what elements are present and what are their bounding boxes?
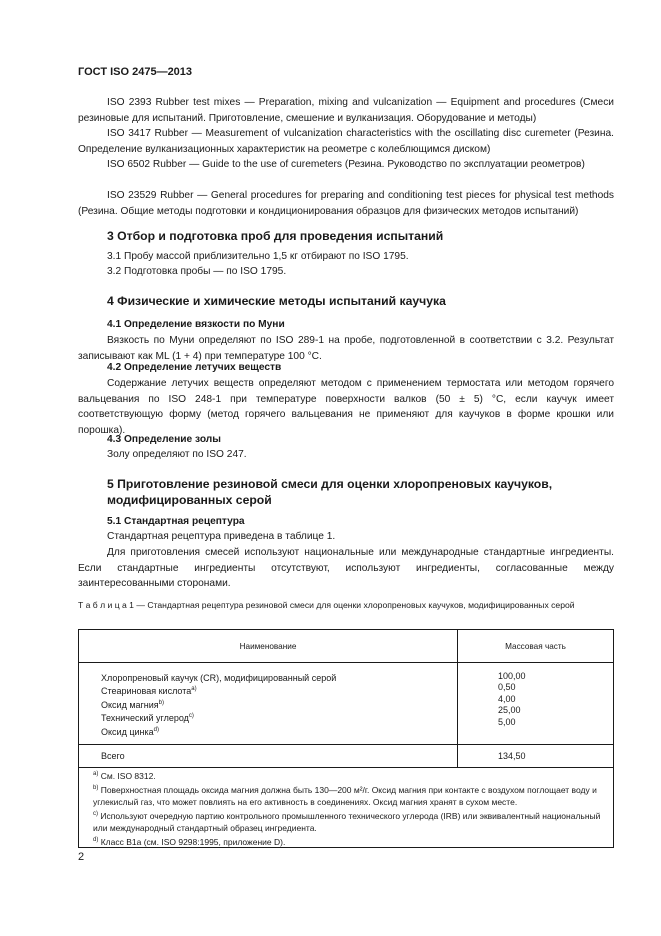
clause-4-1-text: Вязкость по Муни определяют по ISO 289-1 на пробе, подготовленной в соответствии с 3.2. Результат записывают как ML (1 + 4) при температуре 100 °C. [78,335,614,362]
section-5-title: 5 Приготовление резиновой смеси для оценки хлоропреновых каучуков, модифицированных серой [107,477,553,507]
footnote-a: $^{a)}$ См. ISO 8312. [93,770,156,781]
table-row: Хлоропреновый каучук (CR), модифицированный серой [101,673,337,683]
footnote-d: $^{d)}$ Класс B1a (см. ISO 9298:1995, приложение D). [93,836,286,847]
ingredient-values [458,663,614,745]
clause-5-1-text-a: Стандартная рецептура приведена в таблице 1. [107,531,336,542]
table-caption: Т а б л и ц а 1 — Стандартная рецептура резиновой смеси для оценки хлоропреновых каучуков, модифицированных серой [78,600,575,610]
table-cell-value: 5,00 [498,716,516,727]
clause-4-2-text: Содержание летучих веществ определяют методом с применением термостата или методом горячего вальцевания по ISO 248-1 при температуре поверхности валков (50 ± 5) °C, если каучук имеет соответствующую форму (метод горячего вальцевания не применяют для каучуков в форме крошки или порошка). [78,378,614,436]
total-label: Всего [79,745,458,768]
total-value: 134,50 [458,745,614,768]
reference-iso-23529: ISO 23529 Rubber — General procedures for preparing and conditioning test pieces for physical test methods (Резина. Общие методы подготовки и кондиционирования образцов для физических методов испытаний) [78,190,614,217]
document-header: ГОСТ ISO 2475—2013 [78,66,193,78]
footnote-c: $^{c)}$ Используют очередную партию контрольного промышленного технического углерода (IRB) или эквивалентный национальный или международный стандартный образец ингредиента. [93,810,601,833]
reference-iso-6502: ISO 6502 Rubber — Guide to the use of curemeters (Резина. Руководство по эксплуатации реометров) [107,159,585,170]
table-cell-value: 4,00 [498,693,516,704]
clause-3-1: 3.1 Пробу массой приблизительно 1,5 кг отбирают по ISO 1795. [107,251,409,262]
clause-4-2-title: 4.2 Определение летучих веществ [107,362,282,373]
clause-4-1-title: 4.1 Определение вязкости по Муни [107,319,285,330]
clause-5-1-title: 5.1 Стандартная рецептура [107,516,245,527]
clause-4-3-text: Золу определяют по ISO 247. [107,449,247,460]
table-row: Оксид цинка$^{d)}$ [101,726,159,737]
page-number: 2 [78,851,85,863]
clause-4-3-title: 4.3 Определение золы [107,434,221,445]
clause-3-2: 3.2 Подготовка пробы — по ISO 1795. [107,266,287,277]
table-cell-value: 0,50 [498,682,516,693]
table-cell-value: 25,00 [498,705,521,716]
table-header-mass: Массовая часть [458,630,614,663]
clause-5-1-text-b: Для приготовления смесей используют национальные или международные стандартные ингредиенты. Если стандартные ингредиенты отсутствуют, используют ингредиенты, согласованные между заинтересованными сторонами. [78,547,614,589]
section-4-title: 4 Физические и химические методы испытаний каучука [107,294,446,308]
table-cell-value: 100,00 [498,671,526,681]
footnote-b: $^{b)}$ Поверхностная площадь оксида магния должна быть 130—200 м²/г. Оксид магния при контакте с воздухом поглощает воду и углекислый газ, что может повлиять на его активность в соединениях. Оксид магния хранят в сухом месте. [93,784,597,807]
table-row: Стеариновая кислота$^{a)}$ [101,686,197,697]
table-footnotes [79,768,614,848]
section-3-title: 3 Отбор и подготовка проб для проведения испытаний [107,229,444,243]
reference-iso-2393: ISO 2393 Rubber test mixes — Preparation, mixing and vulcanization — Equipment and procedures (Смеси резиновые для испытаний. Приготовление, смешение и вулканизация. Оборудование и методы) [78,97,614,124]
table-row: Оксид магния$^{b)}$ [101,699,165,710]
table-header-name: Наименование [79,630,458,663]
reference-iso-3417: ISO 3417 Rubber — Measurement of vulcanization characteristics with the oscillating disc curemeter (Резина. Определение вулканизационных характеристик на реометре с колеблющимся диском) [78,128,614,155]
recipe-table [78,629,614,848]
ingredient-names [79,663,458,745]
table-row: Технический углерод$^{c)}$ [101,713,194,724]
